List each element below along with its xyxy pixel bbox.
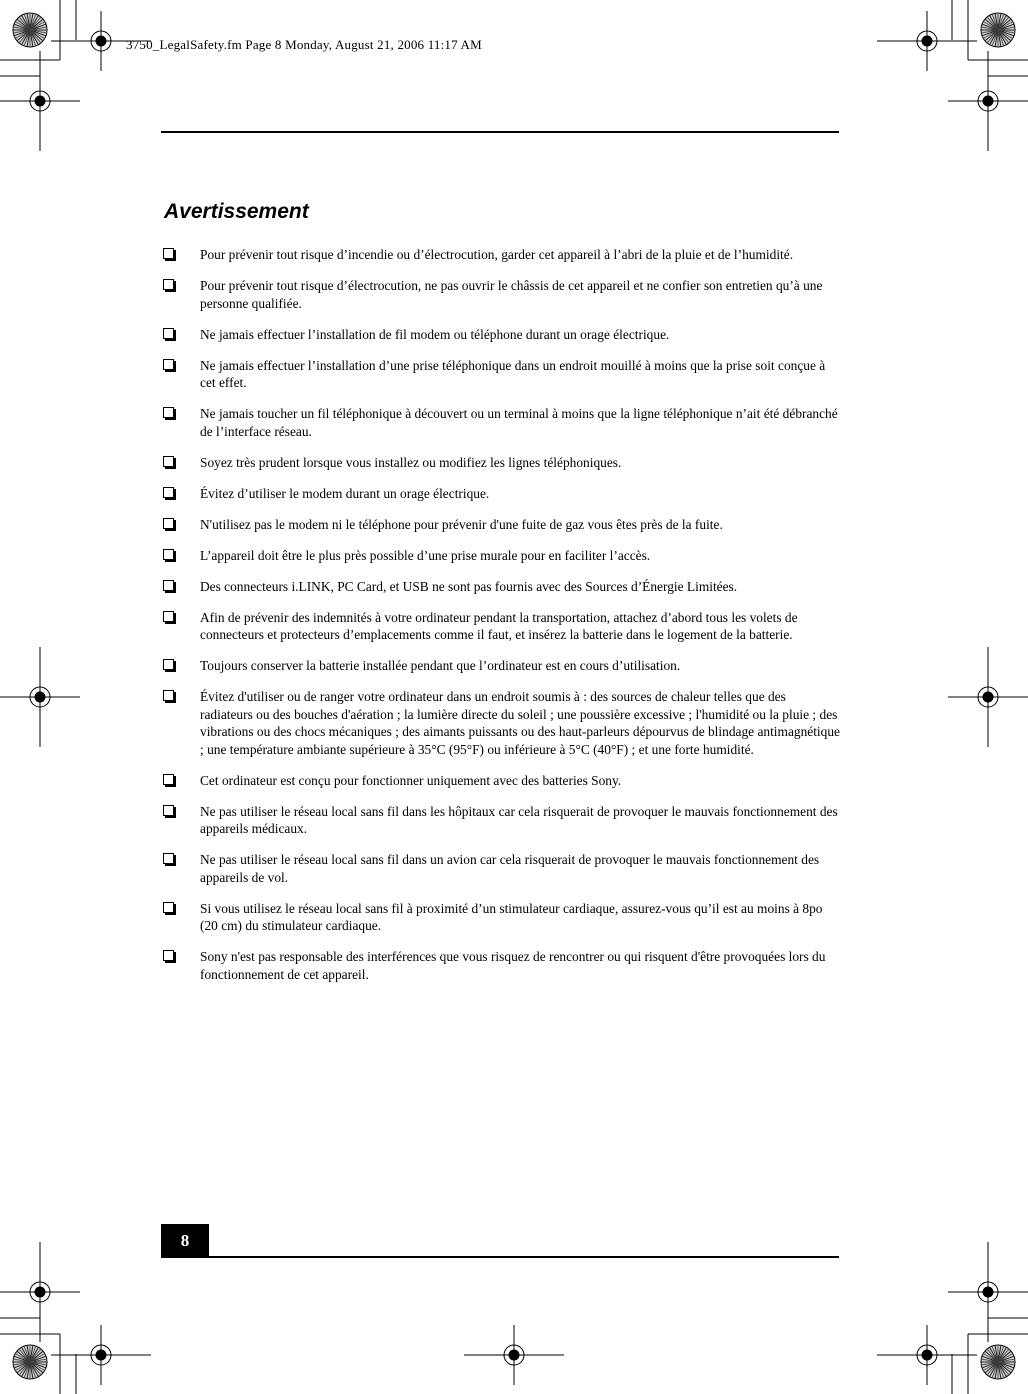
file-slug: 3750_LegalSafety.fm Page 8 Monday, August 21, 2006 11:17 AM bbox=[126, 37, 482, 52]
list-item bbox=[162, 485, 840, 503]
list-item-text: Ne jamais effectuer l’installation de fil modem ou téléphone durant un orage électrique. bbox=[200, 326, 670, 342]
checkbox-bullet-icon bbox=[163, 774, 174, 785]
page-title: Avertissement bbox=[164, 200, 309, 223]
list-item-text: Sony n'est pas responsable des interférences que vous risquez de rencontrer ou qui risquent d'être provoquées lors du fonctionnement de cet appareil. bbox=[200, 949, 826, 982]
star-target-icon bbox=[13, 13, 47, 47]
list-item-text: Cet ordinateur est conçu pour fonctionner uniquement avec des batteries Sony. bbox=[200, 772, 622, 788]
list-item bbox=[162, 688, 840, 758]
list-item-text: N'utilisez pas le modem ni le téléphone pour prévenir d'une fuite de gaz vous êtes près de la fuite. bbox=[200, 516, 723, 532]
list-item-text: Toujours conserver la batterie installée pendant que l’ordinateur est en cours d’utilisation. bbox=[200, 658, 681, 673]
warning-list bbox=[162, 246, 840, 997]
list-item-text: Ne pas utiliser le réseau local sans fil dans les hôpitaux car cela risquerait de provoquer le mauvais fonctionnement des appareils médicaux. bbox=[200, 803, 838, 836]
list-item-text: Ne pas utiliser le réseau local sans fil dans un avion car cela risquerait de provoquer le mauvais fonctionnement des appareils de vol. bbox=[200, 852, 820, 885]
list-item-text: Si vous utilisez le réseau local sans fil à proximité d’un stimulateur cardiaque, assurez-vous qu’il est au moins à 8po (20 cm) du stimulateur cardiaque. bbox=[200, 900, 823, 933]
checkbox-bullet-icon bbox=[163, 902, 174, 913]
list-item bbox=[162, 772, 840, 790]
list-item bbox=[162, 609, 840, 644]
list-item-text: Évitez d'utiliser ou de ranger votre ordinateur dans un endroit soumis à : des sources de chaleur telles que des radiateurs ou des bouches d'aération ; la lumière directe du soleil ; une poussière excessive ; l'humidité ou la pluie ; des vibrations ou des chocs mécaniques ; des aimants puissants ou des haut-parleurs dépourvus de blindage antimagnétique ; une température ambiante supérieure à 35°C (95°F) ou inférieure à 5°C (40°F) ; et une forte humidité. bbox=[200, 689, 840, 757]
checkbox-bullet-icon bbox=[163, 690, 174, 701]
list-item-text: Ne jamais toucher un fil téléphonique à découvert ou un terminal à moins que la ligne téléphonique n’ait été débranché de l’interface réseau. bbox=[200, 406, 838, 439]
checkbox-bullet-icon bbox=[163, 950, 174, 961]
star-target-icon bbox=[13, 1345, 47, 1379]
list-item bbox=[162, 454, 840, 472]
list-item-text: L’appareil doit être le plus près possible d’une prise murale pour en faciliter l’accès. bbox=[200, 547, 651, 563]
checkbox-bullet-icon bbox=[163, 518, 174, 529]
checkbox-bullet-icon bbox=[163, 549, 174, 560]
star-target-icon bbox=[981, 1345, 1015, 1379]
list-item-text: Afin de prévenir des indemnités à votre ordinateur pendant la transportation, attachez d’abord tous les volets de connecteurs et protecteurs d’emplacements comme il faut, et insérez la batterie dans le logement de la batterie. bbox=[200, 609, 798, 642]
list-item-text: Des connecteurs i.LINK, PC Card, et USB ne sont pas fournis avec des Sources d’Énergie Limitées. bbox=[200, 578, 738, 594]
page-number: 8 bbox=[161, 1224, 209, 1257]
checkbox-bullet-icon bbox=[163, 853, 174, 864]
list-item bbox=[162, 357, 840, 392]
list-item bbox=[162, 277, 840, 312]
checkbox-bullet-icon bbox=[163, 456, 174, 467]
list-item-text: Évitez d’utiliser le modem durant un orage électrique. bbox=[200, 485, 490, 501]
list-item bbox=[162, 851, 840, 886]
footer-rule bbox=[161, 1256, 839, 1258]
checkbox-bullet-icon bbox=[163, 359, 174, 370]
checkbox-bullet-icon bbox=[163, 328, 174, 339]
list-item bbox=[162, 948, 840, 983]
list-item bbox=[162, 516, 840, 534]
star-target-icon bbox=[981, 13, 1015, 47]
list-item-text: Soyez très prudent lorsque vous installez ou modifiez les lignes téléphoniques. bbox=[200, 454, 622, 470]
list-item bbox=[162, 578, 840, 596]
checkbox-bullet-icon bbox=[163, 279, 174, 290]
checkbox-bullet-icon bbox=[163, 580, 174, 591]
checkbox-bullet-icon bbox=[163, 805, 174, 816]
header-rule bbox=[161, 131, 839, 133]
checkbox-bullet-icon bbox=[163, 407, 174, 418]
checkbox-bullet-icon bbox=[163, 611, 174, 622]
list-item bbox=[162, 405, 840, 440]
checkbox-bullet-icon bbox=[163, 487, 174, 498]
list-item bbox=[162, 657, 840, 675]
list-item bbox=[162, 246, 840, 264]
checkbox-bullet-icon bbox=[163, 248, 174, 259]
list-item-text: Pour prévenir tout risque d’incendie ou d’électrocution, garder cet appareil à l’abri de la pluie et de l’humidité. bbox=[200, 247, 794, 262]
checkbox-bullet-icon bbox=[163, 659, 174, 670]
list-item-text: Ne jamais effectuer l’installation d’une prise téléphonique dans un endroit mouillé à moins que la prise soit conçue à cet effet. bbox=[200, 357, 826, 390]
list-item-text: Pour prévenir tout risque d’électrocution, ne pas ouvrir le châssis de cet appareil et ne confier son entretien qu’à une personne qualifiée. bbox=[200, 278, 823, 311]
list-item bbox=[162, 900, 840, 935]
list-item bbox=[162, 547, 840, 565]
list-item bbox=[162, 326, 840, 344]
list-item bbox=[162, 803, 840, 838]
